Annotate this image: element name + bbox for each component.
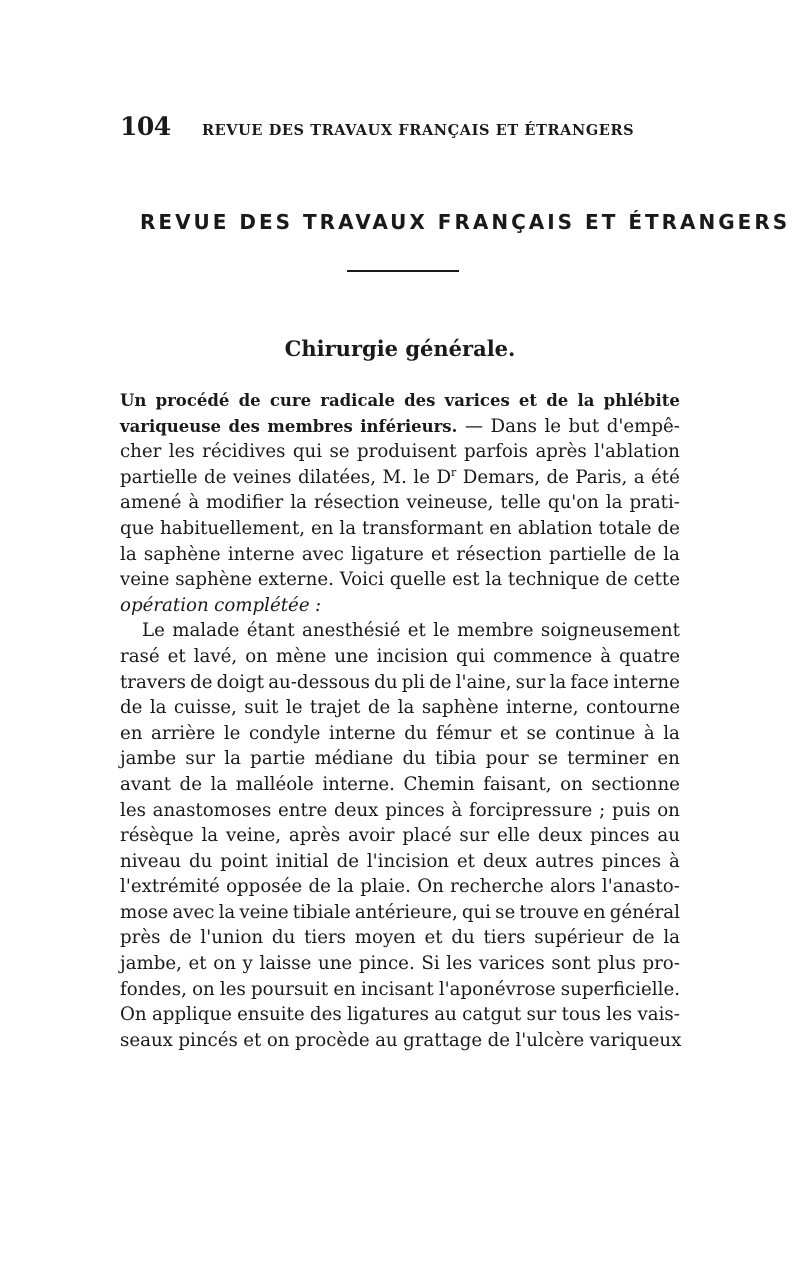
word: se [526, 722, 547, 744]
word: pinces [601, 850, 662, 872]
word: complétée [214, 594, 310, 616]
word: seaux [120, 1029, 173, 1051]
word: en [583, 901, 606, 923]
word: se [537, 748, 558, 770]
word: telle [500, 492, 541, 514]
word: tous [561, 1004, 601, 1026]
word: les [446, 953, 473, 975]
word: vais- [637, 1004, 680, 1026]
word: le [223, 722, 241, 744]
word: deux [334, 799, 379, 821]
word: : [315, 594, 322, 616]
text-line [120, 951, 680, 977]
subsection-title: Chirurgie générale. [284, 336, 516, 361]
word: saphène [143, 543, 221, 565]
text-line [120, 644, 680, 670]
word: partielle [548, 543, 627, 565]
word: à [600, 645, 612, 667]
word: la [201, 825, 219, 847]
word: $D^r$ [436, 465, 457, 488]
word: l'ablation [594, 441, 680, 463]
word: été [651, 466, 680, 488]
word: interne. [322, 773, 395, 795]
word: et [167, 645, 186, 667]
word: au [375, 1029, 398, 1051]
word: de [190, 671, 213, 693]
word: en [120, 722, 143, 744]
word: des [228, 416, 260, 436]
text-line [120, 465, 680, 491]
word: jambe [120, 748, 177, 770]
word: qu'on [547, 492, 599, 514]
word: amené [120, 492, 182, 514]
word: procède [294, 1029, 370, 1051]
word: du [374, 671, 398, 693]
word: l'aponévrose [438, 978, 556, 1000]
word: après [288, 825, 341, 847]
word: faisant, [483, 773, 552, 795]
word: du [402, 748, 426, 770]
word: la [339, 517, 357, 539]
word: avant [120, 773, 171, 795]
word: veine [239, 901, 289, 923]
word: et [424, 927, 443, 949]
word: la [149, 697, 167, 719]
word: à [188, 492, 200, 514]
word: et [188, 953, 207, 975]
word: le [285, 697, 303, 719]
word: cure [269, 391, 312, 410]
word: sont [551, 953, 591, 975]
word: parfois [464, 441, 529, 463]
word: partielle [120, 466, 198, 488]
word: externe. [257, 569, 334, 591]
word: se [495, 901, 516, 923]
word: le [544, 415, 562, 437]
word: sur [459, 825, 490, 847]
running-head [120, 112, 690, 146]
word: l'incision [366, 850, 450, 872]
word: la [663, 543, 680, 565]
text-line [120, 695, 680, 721]
word: arrière [151, 722, 216, 744]
word: modifier [206, 492, 284, 514]
word: du [404, 722, 428, 744]
text-line [120, 618, 680, 644]
word: de [367, 697, 391, 719]
word: sur [526, 1004, 557, 1026]
article-body [120, 388, 680, 1053]
text-line [120, 593, 680, 619]
word: travers [120, 671, 186, 693]
word: avec [172, 901, 215, 923]
word: des [404, 391, 436, 410]
word: et [407, 620, 426, 642]
word: la [663, 722, 680, 744]
word: de [336, 850, 359, 872]
word: opération [120, 594, 209, 616]
word: varices [478, 953, 545, 975]
word: On [417, 876, 444, 898]
word: mène [275, 645, 327, 667]
word: interne, [506, 697, 579, 719]
text-line [120, 542, 680, 568]
word: en [657, 748, 680, 770]
word: catgut [462, 1004, 522, 1026]
word: antérieure, [354, 901, 458, 923]
word: superficielle. [560, 978, 680, 1000]
text-line [120, 388, 680, 414]
word: opposée [226, 876, 303, 898]
word: quatre [619, 645, 680, 667]
word: en [489, 517, 512, 539]
word: en [310, 517, 334, 539]
word: qui [455, 645, 486, 667]
word: d'empê- [606, 415, 680, 437]
word: général [609, 901, 680, 923]
word: autres [535, 850, 594, 872]
word: de [203, 466, 227, 488]
word: membres [267, 416, 353, 436]
text-line [120, 516, 680, 542]
word: l'extrémité [120, 876, 220, 898]
word: résèque [120, 825, 194, 847]
word: anesthésié [302, 620, 401, 642]
word: Un [120, 391, 147, 410]
word: entre [278, 799, 328, 821]
word: de [546, 466, 569, 488]
word: interne [227, 543, 295, 565]
word: tiers [483, 927, 526, 949]
word: prati- [629, 492, 680, 514]
word: Demars, [462, 466, 541, 488]
word: la [577, 391, 595, 410]
word: pour [485, 748, 529, 770]
word: variqueuse [120, 416, 222, 436]
word: trajet [309, 697, 361, 719]
word: de [657, 517, 680, 539]
word: technique [507, 569, 600, 591]
word: et [243, 1029, 262, 1051]
word: Dans [490, 415, 537, 437]
word: produisent [356, 441, 457, 463]
word: les [606, 1004, 633, 1026]
word: deux [537, 825, 583, 847]
word: laisse [259, 953, 312, 975]
word: on [192, 978, 215, 1000]
word: saphène [421, 697, 499, 719]
word: la [337, 876, 354, 898]
word: continue [555, 722, 636, 744]
word: soigneusement [540, 620, 680, 642]
word: M. [382, 466, 407, 488]
word: incision [376, 645, 448, 667]
word: varices [444, 391, 510, 410]
word: on [266, 1029, 290, 1051]
text-line [120, 823, 680, 849]
word: la [605, 492, 623, 514]
word: au [657, 825, 680, 847]
word: sur [515, 671, 546, 693]
word: on [245, 645, 268, 667]
word: Le [142, 620, 165, 642]
word: résection [456, 543, 542, 565]
word: la [290, 492, 308, 514]
word: inférieurs. [360, 416, 458, 436]
word: pro- [642, 953, 680, 975]
word: dilatées, [297, 466, 377, 488]
text-line [120, 439, 680, 465]
word: tiers [304, 927, 346, 949]
word: but [568, 415, 600, 437]
word: puis [611, 799, 651, 821]
text-line [120, 977, 680, 1003]
word: la [663, 927, 680, 949]
word: la [397, 697, 415, 719]
page-number: 104 [120, 112, 171, 141]
word: forcipressure [469, 799, 593, 821]
word: l'ulcère [515, 1029, 585, 1051]
word: sur [185, 748, 216, 770]
word: de [169, 927, 192, 949]
running-head-title: REVUE DES TRAVAUX FRANÇAIS ET ÉTRANGERS [202, 122, 635, 139]
word: interne [613, 671, 680, 693]
text-line [120, 567, 680, 593]
word: récidives [202, 441, 286, 463]
word: cher [120, 441, 162, 463]
word: l'union [200, 927, 264, 949]
word: de [308, 876, 331, 898]
word: de [633, 543, 657, 565]
word: habituellement, [160, 517, 306, 539]
word: la [224, 748, 241, 770]
word: mose [120, 901, 169, 923]
word: les [120, 799, 146, 821]
word: de [546, 391, 569, 410]
word: plaie. [360, 876, 411, 898]
word: incisant [360, 978, 434, 1000]
text-line [120, 925, 680, 951]
word: pincés [178, 1029, 238, 1051]
word: condyle [249, 722, 321, 744]
word: a [633, 466, 645, 488]
word: pince. [358, 953, 415, 975]
word: à [669, 850, 680, 872]
word: sectionne [591, 773, 680, 795]
word: saphène [175, 569, 252, 591]
word: de [487, 1029, 510, 1051]
word: y [242, 953, 253, 975]
word: la [210, 773, 228, 795]
text-line [120, 1028, 680, 1054]
word: rasé [120, 645, 160, 667]
word: plus [597, 953, 636, 975]
word: l'anasto- [601, 876, 680, 898]
word: phlébite [603, 391, 680, 410]
word: anastomoses [152, 799, 272, 821]
text-line [120, 849, 680, 875]
word: pinces [385, 799, 445, 821]
word: placé [402, 825, 452, 847]
word: supérieur [534, 927, 624, 949]
word: radicale [320, 391, 395, 410]
word: tibiale [292, 901, 351, 923]
word: près [120, 927, 161, 949]
word: au [434, 1004, 457, 1026]
word: ligature [351, 543, 424, 565]
word: suit [244, 697, 279, 719]
word: cette [633, 569, 680, 591]
word: lavé, [193, 645, 238, 667]
text-line [120, 414, 680, 440]
word: transformant [361, 517, 484, 539]
word: deux [482, 850, 528, 872]
word: l'aine, [455, 671, 512, 693]
word: — [464, 415, 483, 437]
word: face [570, 671, 609, 693]
word: du [189, 850, 213, 872]
word: On [120, 1004, 147, 1026]
word: on [657, 799, 680, 821]
word: de [238, 391, 261, 410]
word: après [535, 441, 587, 463]
word: terminer [567, 748, 649, 770]
word: on [213, 953, 236, 975]
divider-rule [347, 270, 459, 272]
word: fémur [436, 722, 492, 744]
word: se [329, 441, 350, 463]
word: ensuite [237, 1004, 305, 1026]
word: initial [275, 850, 329, 872]
word: le [433, 620, 450, 642]
word: alors [549, 876, 596, 898]
word: veines [232, 466, 292, 488]
word: quelle [389, 569, 447, 591]
word: fondes, [120, 978, 187, 1000]
word: pinces [590, 825, 650, 847]
word: et [456, 850, 475, 872]
word: Chemin [403, 773, 475, 795]
word: membre [457, 620, 534, 642]
word: de [605, 569, 628, 591]
word: de [429, 671, 452, 693]
word: ; [599, 799, 606, 821]
text-line [120, 1002, 680, 1028]
word: est [452, 569, 480, 591]
word: Voici [339, 569, 384, 591]
word: étant [246, 620, 295, 642]
word: cuisse, [173, 697, 237, 719]
word: de [179, 773, 202, 795]
text-line [120, 772, 680, 798]
word: la [549, 671, 567, 693]
word: malléole [235, 773, 314, 795]
word: le [413, 466, 430, 488]
word: en [333, 978, 356, 1000]
word: pli [401, 671, 425, 693]
text-line [120, 490, 680, 516]
word: poursuit [250, 978, 329, 1000]
word: les [168, 441, 195, 463]
word: à [643, 722, 655, 744]
text-line [120, 721, 680, 747]
word: tibia [435, 748, 477, 770]
section-title: REVUE DES TRAVAUX FRANÇAIS ET ÉTRANGERS [140, 210, 791, 234]
word: jambe, [120, 953, 182, 975]
word: du [451, 927, 475, 949]
word: et [518, 391, 538, 410]
word: et [499, 722, 518, 744]
word: moyen [354, 927, 416, 949]
word: on [560, 773, 583, 795]
word: Si [421, 953, 440, 975]
word: de [632, 927, 655, 949]
word: partie [250, 748, 306, 770]
word: avec [301, 543, 344, 565]
word: trouve [519, 901, 580, 923]
word: totale [598, 517, 652, 539]
text-line [120, 746, 680, 772]
word: des [309, 1004, 342, 1026]
word: une [334, 645, 369, 667]
word: recherche [450, 876, 544, 898]
word: résection [313, 492, 400, 514]
word: la [120, 543, 137, 565]
word: elle [496, 825, 531, 847]
word: applique [151, 1004, 232, 1026]
word: commence [493, 645, 593, 667]
word: contourne [586, 697, 680, 719]
word: veine [120, 569, 170, 591]
word: et [430, 543, 450, 565]
word: ablation [517, 517, 593, 539]
word: veineuse, [406, 492, 494, 514]
word: à [451, 799, 463, 821]
word: qui [461, 901, 492, 923]
text-line [120, 670, 680, 696]
word: point [220, 850, 268, 872]
word: la [485, 569, 503, 591]
word: médiane [314, 748, 394, 770]
word: une [318, 953, 353, 975]
word: de [120, 697, 143, 719]
word: procédé [155, 391, 230, 410]
word: veine, [225, 825, 282, 847]
word: variqueux [589, 1029, 682, 1051]
word: malade [172, 620, 240, 642]
word: niveau [120, 850, 182, 872]
word: les [219, 978, 246, 1000]
word: du [271, 927, 296, 949]
text-line [120, 900, 680, 926]
word: interne [328, 722, 396, 744]
word: grattage [403, 1029, 483, 1051]
word: doigt [216, 671, 265, 693]
word: avoir [347, 825, 395, 847]
word: Paris, [575, 466, 628, 488]
word: qui [292, 441, 323, 463]
text-line [120, 874, 680, 900]
text-line [120, 798, 680, 824]
word: que [120, 517, 155, 539]
word: au-dessous [268, 671, 370, 693]
word: ligatures [347, 1004, 429, 1026]
word: la [218, 901, 236, 923]
